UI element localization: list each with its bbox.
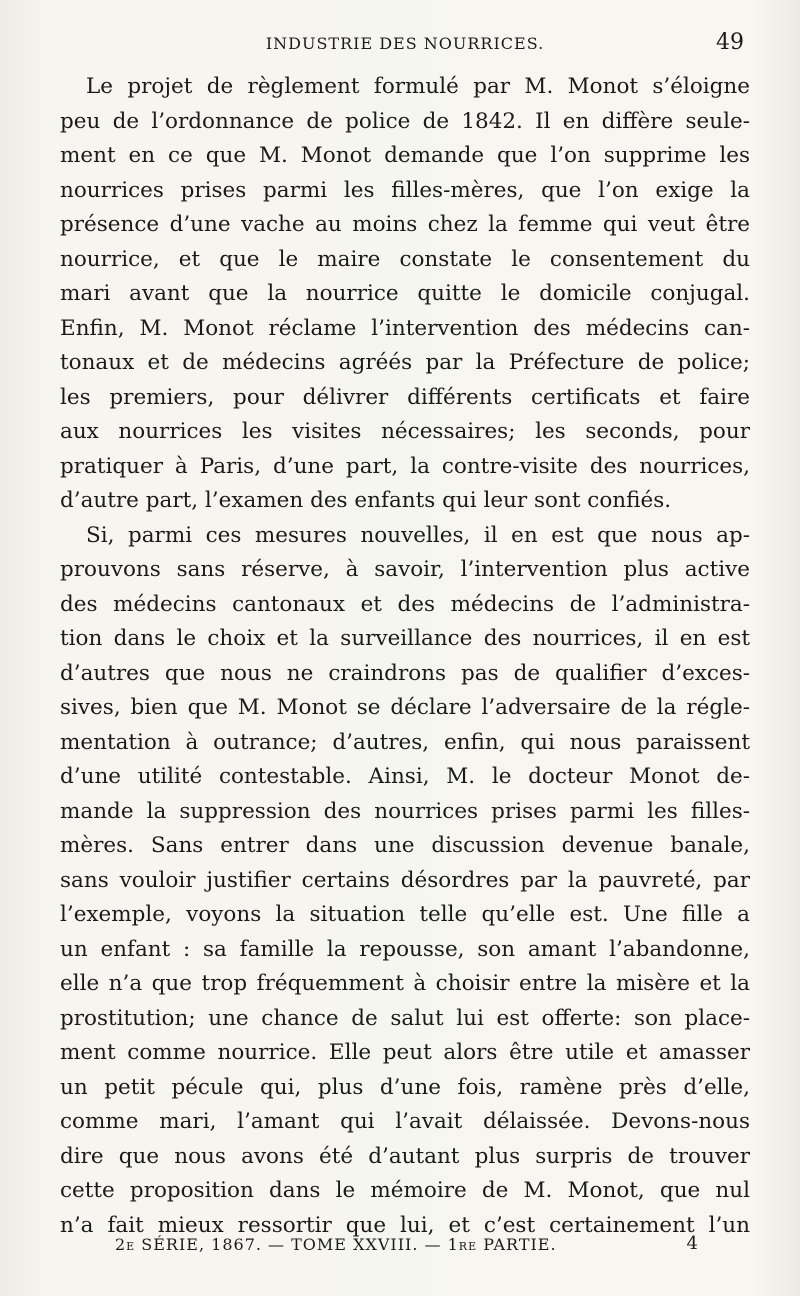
text-line: elle n’a que trop fréquemment à choisir entre la misère et la (60, 971, 750, 996)
text-line: n’a fait mieux ressortir que lui, et c’est certainement l’un (60, 1212, 750, 1238)
body-text (60, 70, 750, 1243)
text-line: des médecins cantonaux et des médecins de l’administra- (60, 591, 750, 617)
text-line: cette proposition dans le mémoire de M. Monot, que nul (60, 1178, 750, 1203)
text-line: aux nourrices les visites nécessaires; les seconds, pour (60, 419, 750, 444)
text-line: prouvons sans réserve, à savoir, l’intervention plus active (60, 557, 750, 582)
text-line: peu de l’ordonnance de police de 1842. Il en diffère seule- (60, 108, 750, 134)
text-line: Enfin, M. Monot réclame l’intervention des médecins can- (60, 315, 750, 341)
text-line: tion dans le choix et la surveillance des nourrices, il en est (60, 626, 750, 651)
text-line: d’autre part, l’examen des enfants qui leur sont confiés. (60, 488, 672, 513)
text-line: les premiers, pour délivrer différents certificats et faire (60, 384, 750, 410)
text-line: Le projet de règlement formulé par M. Monot s’éloigne (86, 74, 750, 99)
page-number: 49 (716, 30, 744, 55)
text-line: sives, bien que M. Monot se déclare l’adversaire de la régle- (60, 695, 750, 720)
text-line: sans vouloir justifier certains désordres par la pauvreté, par (60, 867, 750, 893)
text-line: présence d’une vache au moins chez la femme qui veut être (60, 212, 750, 237)
text-line: mande la suppression des nourrices prises parmi les filles- (60, 798, 750, 824)
text-line: nourrice, et que le maire constate le consentement du (60, 246, 750, 272)
text-line: un enfant : sa famille la repousse, son amant l’abandonne, (60, 936, 750, 962)
text-line: comme mari, l’amant qui l’avait délaissée. Devons-nous (60, 1109, 750, 1134)
signature-line: 2e SÉRIE, 1867. — TOME XXVIII. — 1re PARTIE. (115, 1235, 557, 1254)
text-line: ment en ce que M. Monot demande que l’on supprime les (60, 143, 750, 168)
text-line: d’une utilité contestable. Ainsi, M. le docteur Monot de- (60, 764, 750, 789)
text-line: mères. Sans entrer dans une discussion devenue banale, (60, 833, 750, 858)
text-line: Si, parmi ces mesures nouvelles, il en est que nous ap- (86, 522, 750, 548)
text-line: mentation à outrance; d’autres, enfin, qui nous paraissent (60, 729, 750, 755)
text-line: tonaux et de médecins agréés par la Préfecture de police; (60, 350, 750, 375)
text-line: pratiquer à Paris, d’une part, la contre-visite des nourrices, (60, 453, 750, 479)
text-line: dire que nous avons été d’autant plus surpris de trouver (60, 1143, 750, 1169)
text-line: mari avant que la nourrice quitte le domicile conjugal. (60, 281, 750, 306)
text-line: l’exemple, voyons la situation telle qu’elle est. Une fille a (60, 902, 750, 927)
signature-mark: 4 (686, 1233, 698, 1254)
text-line: ment comme nourrice. Elle peut alors être utile et amasser (60, 1040, 750, 1065)
page-footer (60, 1231, 750, 1261)
text-line: nourrices prises parmi les filles-mères, que l’on exige la (60, 177, 750, 203)
text-line: prostitution; une chance de salut lui est offerte: son place- (60, 1005, 750, 1031)
page-header (60, 30, 750, 62)
running-head: INDUSTRIE DES NOURRICES. (265, 34, 545, 53)
text-line: d’autres que nous ne craindrons pas de qualifier d’exces- (60, 660, 750, 686)
text-line: un petit pécule qui, plus d’une fois, ramène près d’elle, (60, 1074, 750, 1100)
